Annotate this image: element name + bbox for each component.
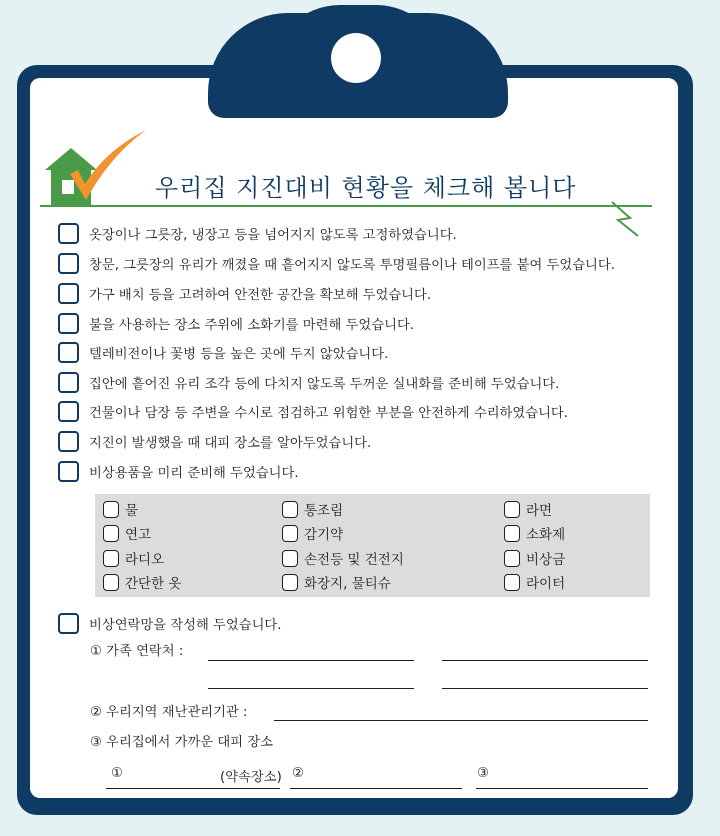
checklist-item-label: 텔레비전이나 꽃병 등을 높은 곳에 두지 않았습니다. (89, 346, 389, 362)
checkbox[interactable] (58, 372, 79, 393)
checkbox[interactable] (58, 223, 79, 244)
shelter-3-marker: ③ (477, 766, 489, 781)
checkbox[interactable] (282, 550, 298, 567)
checklist-item-label: 집안에 흩어진 유리 조각 등에 다치지 않도록 두꺼운 실내화를 준비해 두었습니다. (89, 376, 560, 392)
supply-item[interactable] (504, 499, 552, 519)
checkbox[interactable] (282, 525, 298, 542)
checklist-item-label: 건물이나 담장 등 주변을 수시로 점검하고 위험한 부분을 안전하게 수리하였습니다. (89, 405, 568, 421)
supply-item[interactable] (282, 523, 343, 543)
family-contact-field-2[interactable] (442, 660, 648, 661)
family-contact-field-4[interactable] (442, 688, 648, 689)
family-contact-label: ① 가족 연락처 : (90, 644, 184, 659)
family-contact-field-3[interactable] (208, 688, 414, 689)
supply-item-label: 물 (125, 503, 139, 519)
supply-item-label: 간단한 옷 (125, 576, 182, 592)
checklist-item[interactable] (58, 370, 559, 394)
supply-item[interactable] (504, 548, 565, 568)
supply-item[interactable] (103, 499, 138, 519)
checklist-item[interactable] (58, 399, 568, 423)
checklist-item[interactable] (58, 251, 615, 275)
checklist-item-label: 옷장이나 그릇장, 냉장고 등을 넘어지지 않도록 고정하였습니다. (89, 227, 457, 243)
checkbox[interactable] (504, 574, 520, 591)
checklist-item[interactable] (58, 281, 431, 305)
supply-item-label: 손전등 및 건전지 (304, 552, 404, 568)
checklist-item-label: 창문, 그릇장의 유리가 깨졌을 때 흩어지지 않도록 투명필름이나 테이프를 붙여 두었습니다. (89, 257, 615, 273)
checkbox[interactable] (504, 550, 520, 567)
supply-item[interactable] (103, 572, 181, 592)
supply-item-label: 비상금 (526, 552, 566, 568)
contact-label: 비상연락망을 작성해 두었습니다. (89, 617, 282, 633)
supply-item[interactable] (282, 548, 404, 568)
checkbox[interactable] (58, 461, 79, 482)
supply-item[interactable] (282, 572, 391, 592)
checklist-item-label: 지진이 발생했을 때 대피 장소를 알아두었습니다. (89, 435, 372, 451)
shelter-2-marker: ② (292, 766, 304, 781)
supply-item-label: 통조림 (304, 503, 344, 519)
supply-item[interactable] (504, 572, 565, 592)
supply-item-label: 감기약 (304, 527, 344, 543)
supply-item[interactable] (504, 523, 565, 543)
shelter-1-note: (약속장소) (220, 770, 282, 785)
checklist-item-label: 불을 사용하는 장소 주위에 소화기를 마련해 두었습니다. (89, 317, 415, 333)
shelter-1-field[interactable] (106, 788, 280, 789)
checkbox[interactable] (58, 431, 79, 452)
supply-item-label: 라면 (526, 503, 553, 519)
supply-item-label: 라이터 (526, 576, 566, 592)
supply-item[interactable] (103, 548, 164, 568)
supply-item-label: 소화제 (526, 527, 566, 543)
checkbox[interactable] (58, 313, 79, 334)
checkbox[interactable] (103, 550, 119, 567)
checkbox[interactable] (504, 525, 520, 542)
checkbox[interactable] (282, 574, 298, 591)
supply-item-label: 라디오 (125, 552, 165, 568)
checklist-item-label: 가구 배치 등을 고려하여 안전한 공간을 확보해 두었습니다. (89, 287, 432, 303)
checkbox[interactable] (103, 501, 119, 518)
shelter-label: ③ 우리집에서 가까운 대피 장소 (90, 735, 273, 750)
checklist-item-label: 비상용품을 미리 준비해 두었습니다. (89, 465, 299, 481)
checkbox[interactable] (58, 253, 79, 274)
checkbox[interactable] (58, 342, 79, 363)
checklist-item[interactable] (58, 311, 414, 335)
shelter-1-marker: ① (111, 766, 123, 781)
checkbox[interactable] (504, 501, 520, 518)
checklist-item[interactable] (58, 221, 457, 245)
checkbox[interactable] (103, 574, 119, 591)
checklist-item[interactable] (58, 459, 299, 483)
family-contact-field-1[interactable] (208, 660, 414, 661)
shelter-2-field[interactable] (290, 788, 462, 789)
supply-item-label: 화장지, 물티슈 (304, 576, 391, 592)
disaster-agency-field[interactable] (274, 720, 648, 721)
checklist-item[interactable] (58, 429, 371, 453)
supply-item[interactable] (103, 523, 151, 543)
checkbox[interactable] (103, 525, 119, 542)
checkbox[interactable] (58, 283, 79, 304)
page-title: 우리집 지진대비 현황을 체크해 봅니다 (155, 174, 577, 202)
supply-item-label: 연고 (125, 527, 152, 543)
clip-hole (331, 33, 381, 83)
checkbox[interactable] (282, 501, 298, 518)
shelter-3-field[interactable] (476, 788, 648, 789)
contact-checklist-item[interactable] (58, 611, 282, 635)
supply-item[interactable] (282, 499, 343, 519)
disaster-agency-label: ② 우리지역 재난관리기관 : (90, 705, 248, 720)
checkbox[interactable] (58, 401, 79, 422)
checklist-item[interactable] (58, 340, 388, 364)
checkbox[interactable] (58, 613, 79, 634)
